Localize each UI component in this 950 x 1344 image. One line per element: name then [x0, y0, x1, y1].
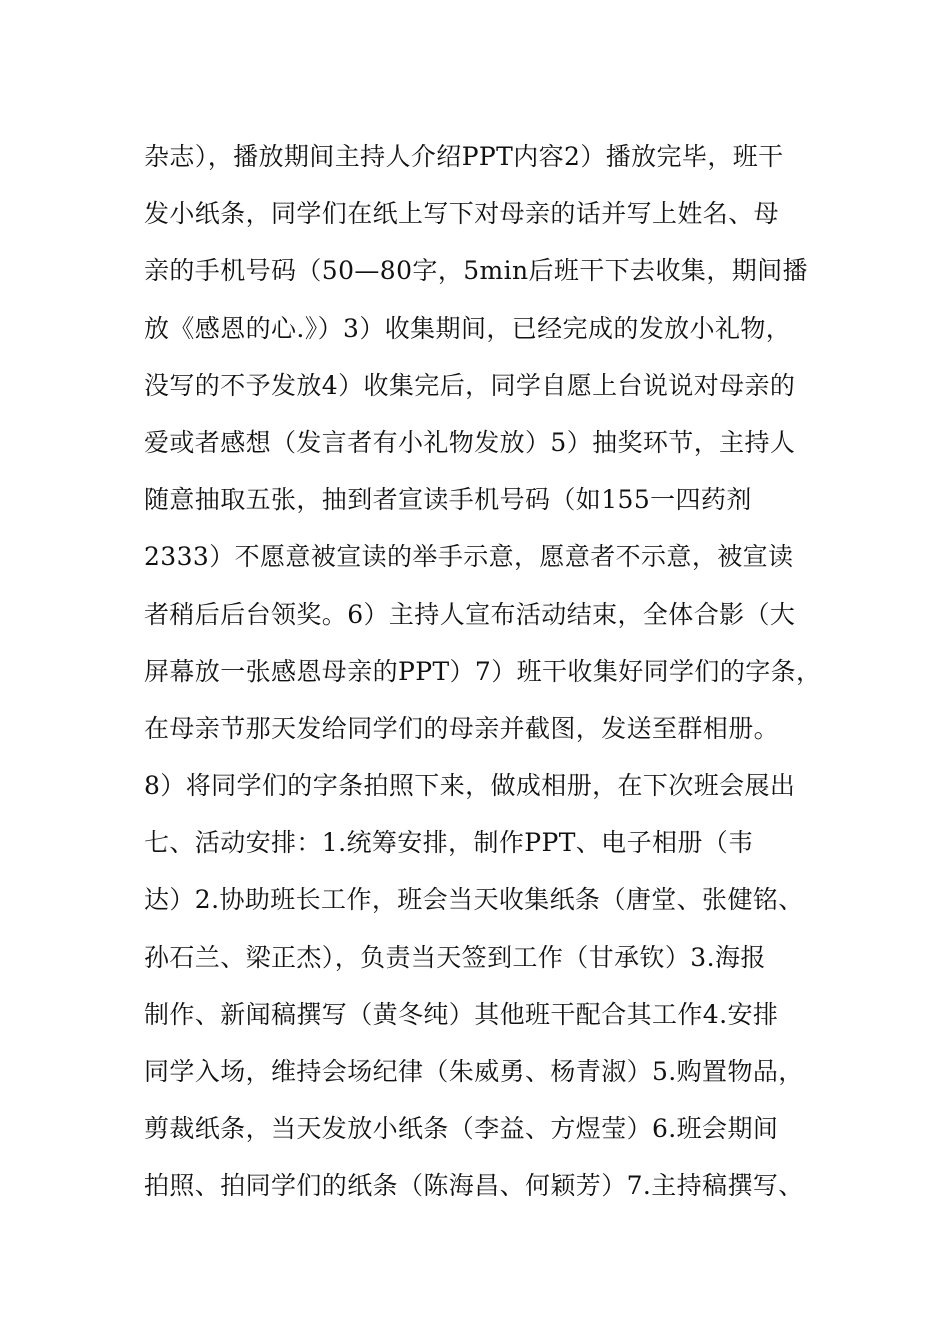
text-line: 七、活动安排：1.统筹安排，制作PPT、电子相册（韦: [144, 828, 754, 858]
text-line: 没写的不予发放4）收集完后，同学自愿上台说说对母亲的: [144, 370, 796, 400]
text-line: 屏幕放一张感恩母亲的PPT）7）班干收集好同学们的字条，: [144, 656, 822, 686]
text-line: 亲的手机号码（50—80字，5min后班干下去收集，期间播: [144, 256, 808, 286]
text-line: 8）将同学们的字条拍照下来，做成相册，在下次班会展出: [144, 771, 796, 801]
text-line: 放《感恩的心.》）3）收集期间，已经完成的发放小礼物，: [144, 313, 792, 343]
text-line: 随意抽取五张，抽到者宣读手机号码（如155一四药剂: [144, 485, 752, 515]
text-line: 者稍后后台领奖。6）主持人宣布活动结束，全体合影（大: [144, 599, 796, 629]
text-line: 2333）不愿意被宣读的举手示意，愿意者不示意，被宣读: [144, 542, 794, 572]
text-line: 在母亲节那天发给同学们的母亲并截图，发送至群相册。: [144, 713, 780, 743]
text-line: 孙石兰、梁正杰），负责当天签到工作（甘承钦）3.海报: [144, 942, 766, 972]
text-line: 同学入场，维持会场纪律（朱威勇、杨青淑）5.购置物品，: [144, 1057, 804, 1086]
document-body: [144, 128, 834, 1215]
text-line: 杂志），播放期间主持人介绍PPT内容2）播放完毕，班干: [144, 142, 784, 171]
text-line: 爱或者感想（发言者有小礼物发放）5）抽奖环节，主持人: [144, 427, 796, 457]
text-line: 发小纸条，同学们在纸上写下对母亲的话并写上姓名、母: [144, 199, 780, 229]
text-line: 制作、新闻稿撰写（黄冬纯）其他班干配合其工作4.安排: [144, 999, 779, 1029]
text-line: 达）2.协助班长工作，班会当天收集纸条（唐堂、张健铭、: [144, 885, 804, 915]
text-line: 拍照、拍同学们的纸条（陈海昌、何颖芳）7.主持稿撰写、: [144, 1171, 804, 1201]
text-line: 剪裁纸条，当天发放小纸条（李益、方煜莹）6.班会期间: [144, 1114, 779, 1144]
